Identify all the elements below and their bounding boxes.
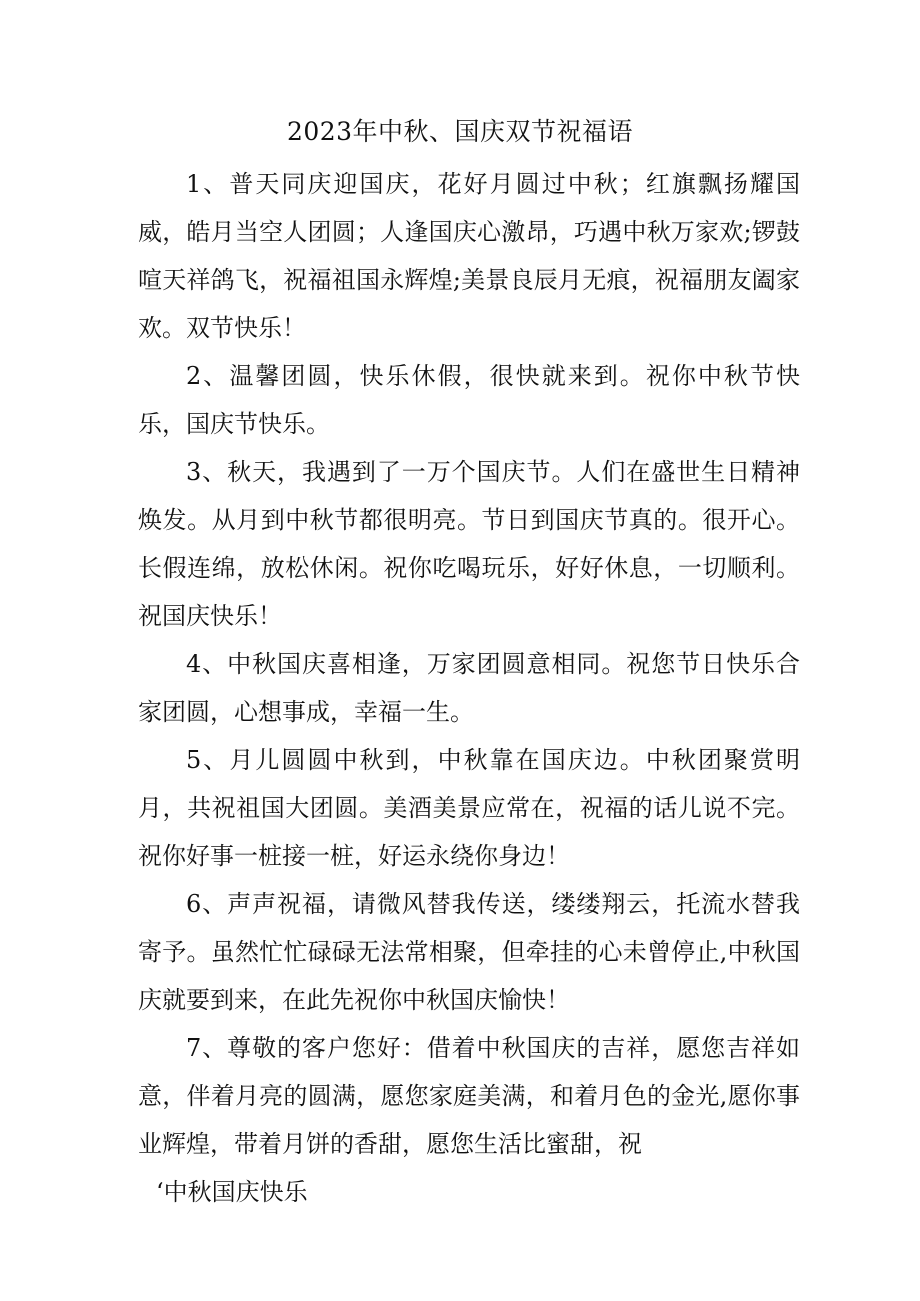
paragraph-7: 7、尊敬的客户您好：借着中秋国庆的吉祥，愿您吉祥如意，伴着月亮的圆满，愿您家庭美满，和着月色的金光,愿你事业辉煌，带着月饼的香甜，愿您生活比蜜甜，祝 (138, 1034, 800, 1158)
paragraph-4: 4、中秋国庆喜相逢，万家团圆意相同。祝您节日快乐合家团圆，心想事成，幸福一生。 (138, 650, 800, 726)
paragraph-2: 2、温馨团圆，快乐休假，很快就来到。祝你中秋节快乐，国庆节快乐。 (138, 362, 800, 438)
closing-line: ‘中秋国庆快乐 (156, 1178, 308, 1206)
document-body (138, 160, 800, 1216)
document-title: 2023年中秋、国庆双节祝福语 (286, 117, 634, 146)
paragraph-5: 5、月儿圆圆中秋到，中秋靠在国庆边。中秋团聚赏明月，共祝祖国大团圆。美酒美景应常在，祝福的话儿说不完。祝你好事一桩接一桩，好运永绕你身边！ (138, 746, 800, 870)
paragraph-6: 6、声声祝福，请微风替我传送，缕缕翔云，托流水替我寄予。虽然忙忙碌碌无法常相聚，但牵挂的心未曾停止,中秋国庆就要到来，在此先祝你中秋国庆愉快！ (138, 890, 800, 1014)
paragraph-3: 3、秋天，我遇到了一万个国庆节。人们在盛世生日精神焕发。从月到中秋节都很明亮。节日到国庆节真的。很开心。长假连绵，放松休闲。祝你吃喝玩乐，好好休息，一切顺利。祝国庆快乐！ (138, 458, 800, 630)
paragraph-1: 1、普天同庆迎国庆，花好月圆过中秋；红旗飘扬耀国威，皓月当空人团圆；人逢国庆心激昂，巧遇中秋万家欢;锣鼓喧天祥鸽飞，祝福祖国永辉煌;美景良辰月无痕，祝福朋友阖家欢。双节快乐！ (138, 170, 800, 342)
